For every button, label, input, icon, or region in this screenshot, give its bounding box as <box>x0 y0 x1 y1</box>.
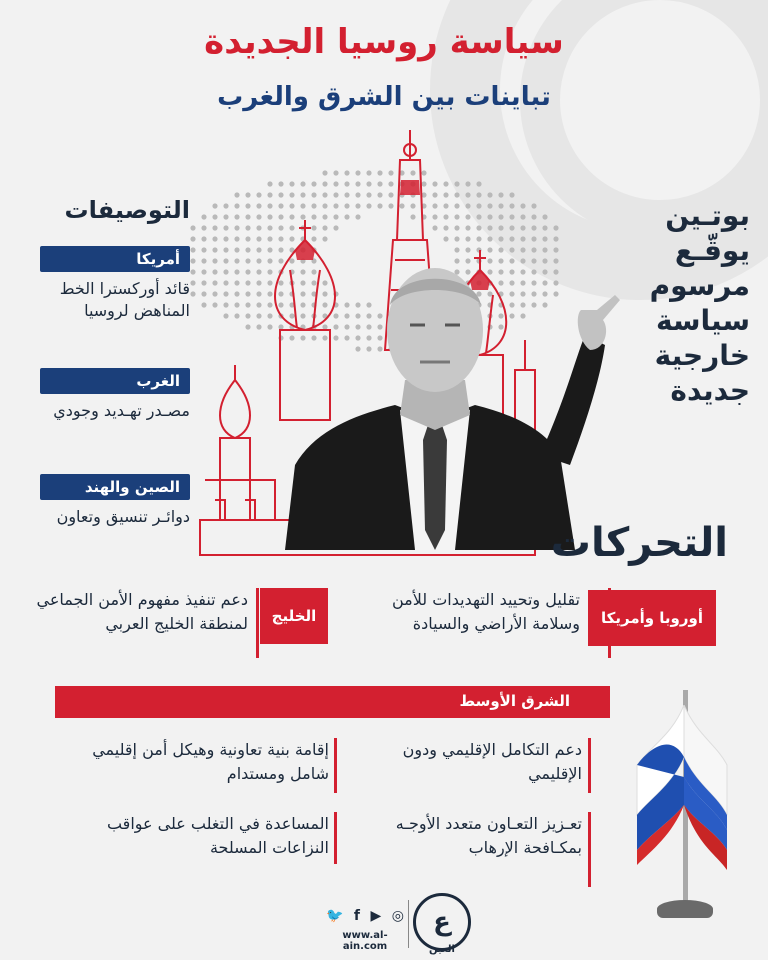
label-america: أمريكا <box>40 246 190 272</box>
putin-decree-statement: بوتـين يوقّـع مرسوم سياسة خارجية جديدة <box>649 199 750 407</box>
text-china-india: دوائـر تنسيق وتعاون <box>56 507 190 526</box>
youtube-icon[interactable]: ▶ <box>370 908 382 924</box>
website-link[interactable]: www.al-ain.com <box>342 930 388 952</box>
divider-line <box>588 812 591 887</box>
page-title: سياسة روسيا الجديدة <box>204 22 564 62</box>
middle-east-item: إقامة بنية تعاونية وهيكل أمن إقليمي شامل ومستدام <box>92 740 329 783</box>
descriptions-heading: التوصيفات <box>64 196 190 224</box>
tag-gulf: الخليج <box>260 588 328 644</box>
middle-east-label: الشرق الأوسط <box>459 692 570 710</box>
middle-east-item: تعـزيز التعـاون متعدد الأوجـه بمكـافحة الإرهاب <box>395 814 582 857</box>
map-dot <box>542 225 547 230</box>
map-dot <box>542 214 547 219</box>
map-dot <box>542 236 547 241</box>
label-west: الغرب <box>40 368 190 394</box>
divider-line <box>256 588 259 658</box>
page-subtitle: تباينات بين الشرق والغرب <box>217 82 551 112</box>
map-dot <box>553 225 558 230</box>
putin-photo <box>285 250 620 550</box>
facebook-icon[interactable]: f <box>353 908 361 924</box>
footer-divider <box>408 900 409 948</box>
divider-line <box>334 812 337 864</box>
al-ain-logo <box>413 893 471 951</box>
logo-label: العين <box>429 944 455 955</box>
instagram-icon[interactable]: ◎ <box>391 908 404 924</box>
text-west: مصـدر تهـديد وجودي <box>53 401 190 420</box>
map-dot <box>553 236 558 241</box>
russian-flag-icon <box>632 705 730 870</box>
middle-east-item: المساعدة في التغلب على عواقب النزاعات المسلحة <box>106 814 329 857</box>
logo-mark: ع <box>433 907 451 937</box>
divider-line <box>334 738 337 793</box>
moves-heading: التحركات <box>550 520 728 566</box>
twitter-icon[interactable]: 🐦 <box>326 908 344 924</box>
text-america: قائد أوركسترا الخط المناهض لروسيا <box>59 279 190 320</box>
divider-line <box>588 738 591 793</box>
text-gulf: دعم تنفيذ مفهوم الأمن الجماعي لمنطقة الخليج العربي <box>36 590 248 633</box>
middle-east-item: دعم التكامل الإقليمي ودون الإقليمي <box>402 740 582 783</box>
social-icons <box>326 908 404 924</box>
flag-stand-base <box>657 900 713 918</box>
text-europe-america: تقليل وتحييد التهديدات للأمن وسلامة الأراضي والسيادة <box>391 590 580 633</box>
label-china-india: الصين والهند <box>40 474 190 500</box>
tag-europe-america: أوروبا وأمريكا <box>588 590 716 646</box>
